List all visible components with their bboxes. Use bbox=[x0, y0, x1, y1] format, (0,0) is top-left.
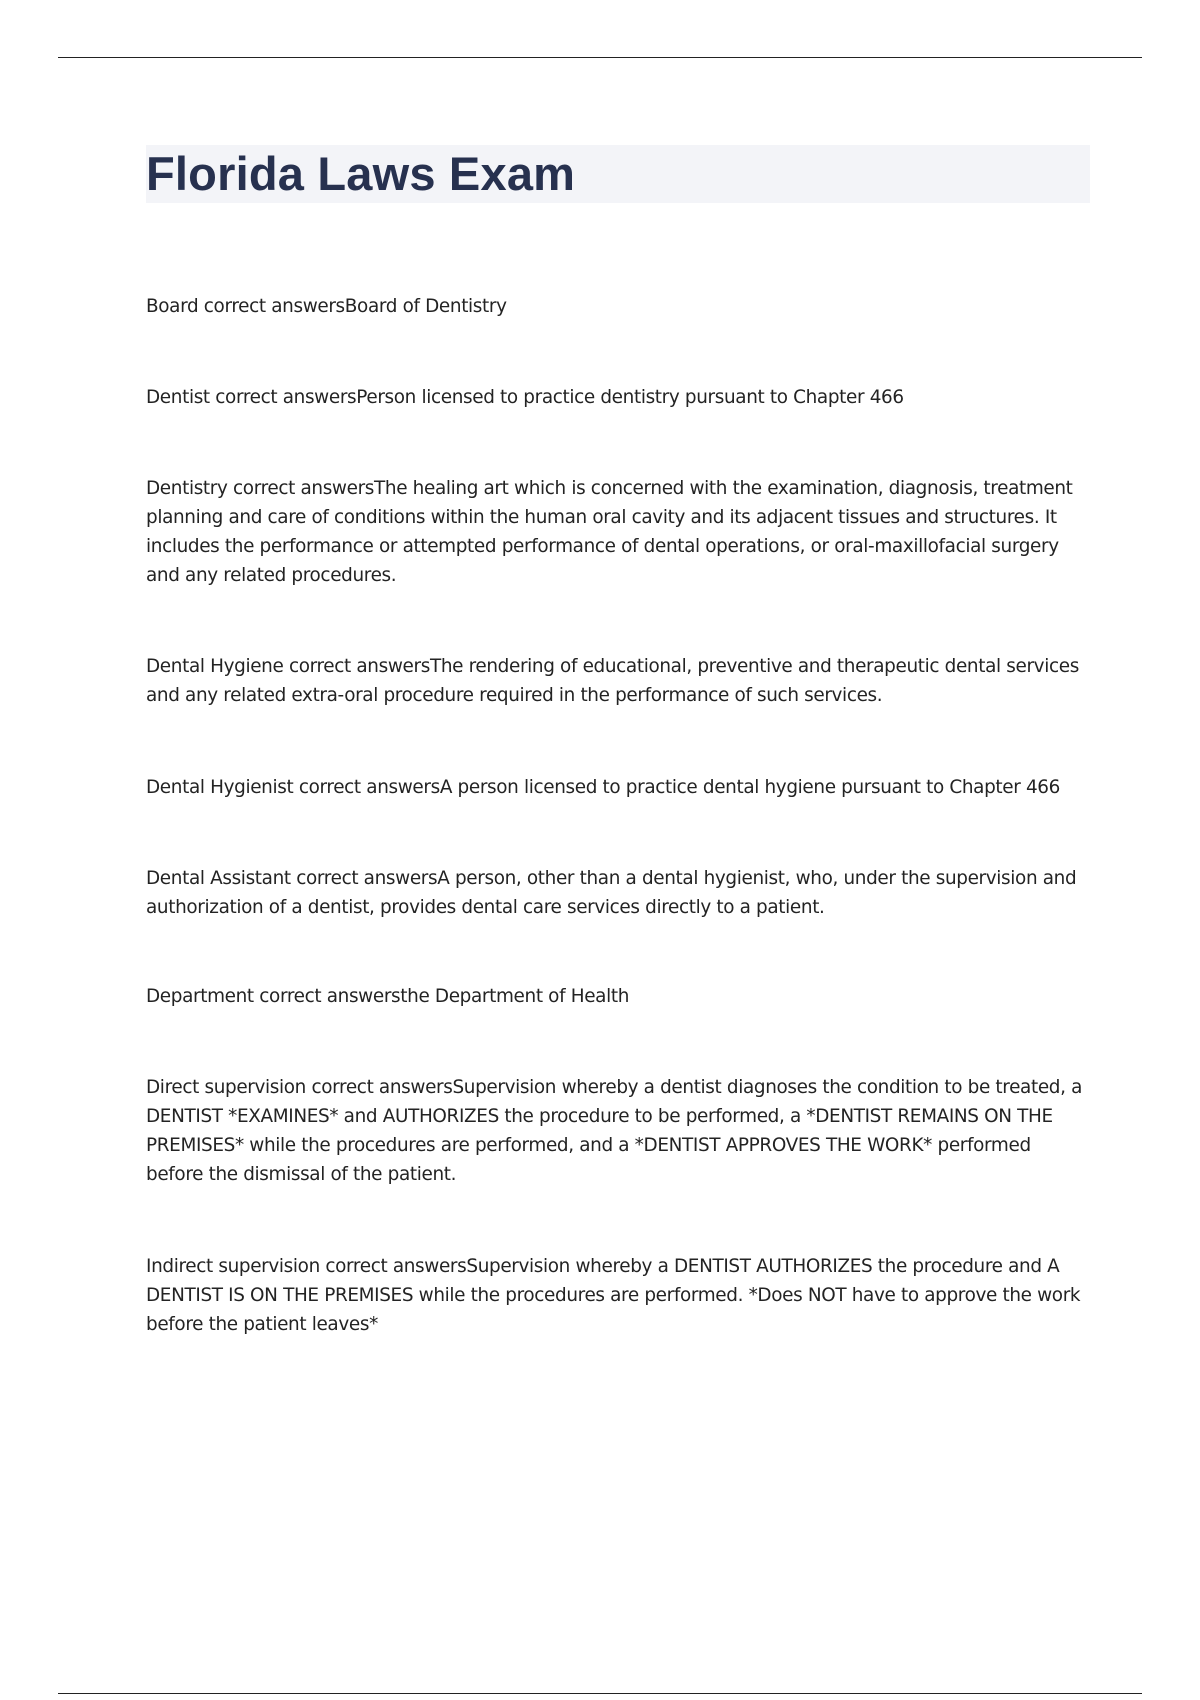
entry-dental-hygienist: Dental Hygienist correct answersA person licensed to practice dental hygiene pursuant to Chapter 466 bbox=[146, 777, 1060, 798]
entry-department: Department correct answersthe Department of Health bbox=[146, 986, 629, 1007]
entry-dental-hygiene: Dental Hygiene correct answersThe rendering of educational, preventive and therapeutic dental services and any related extra-oral procedure required in the performance of such services. bbox=[146, 656, 1079, 706]
document-title: Florida Laws Exam bbox=[146, 147, 576, 200]
footer-rule bbox=[58, 1693, 1142, 1694]
entry-dentist: Dentist correct answersPerson licensed to practice dentistry pursuant to Chapter 466 bbox=[146, 387, 904, 408]
header-rule bbox=[58, 57, 1142, 58]
entry-board: Board correct answersBoard of Dentistry bbox=[146, 296, 507, 317]
entry-indirect-supervision: Indirect supervision correct answersSupervision whereby a DENTIST AUTHORIZES the procedure and A DENTIST IS ON THE PREMISES while the procedures are performed. *Does NOT have to approve the work before the patient leaves* bbox=[146, 1256, 1081, 1335]
entry-direct-supervision: Direct supervision correct answersSupervision whereby a dentist diagnoses the condition to be treated, a DENTIST *EXAMINES* and AUTHORIZES the procedure to be performed, a *DENTIST REMAINS ON THE PREMISES* while the procedures are performed, and a *DENTIST APPROVES THE WORK* performed before the dismissal of the patient. bbox=[146, 1077, 1083, 1185]
entry-dental-assistant: Dental Assistant correct answersA person, other than a dental hygienist, who, under the supervision and authorization of a dentist, provides dental care services directly to a patient. bbox=[146, 868, 1077, 918]
entry-dentistry: Dentistry correct answersThe healing art which is concerned with the examination, diagnosis, treatment planning and care of conditions within the human oral cavity and its adjacent tissues and structures. It includes the performance or attempted performance of dental operations, or oral-maxillofacial surgery and any related procedures. bbox=[146, 478, 1073, 586]
